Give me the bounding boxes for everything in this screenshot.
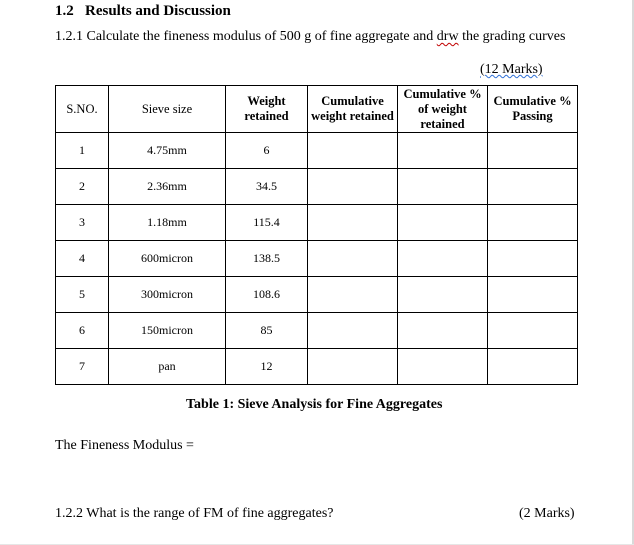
header-sno: S.NO. xyxy=(56,86,109,133)
header-cumulative-percent: Cumulative % of weight retained xyxy=(398,86,488,133)
section-heading: 1.2 Results and Discussion xyxy=(55,3,231,19)
sieve-analysis-table xyxy=(55,85,578,385)
cell-cumulative-percent[interactable] xyxy=(398,169,488,205)
cell-sieve-size: 150micron xyxy=(109,313,226,349)
question-1-text-before: 1.2.1 Calculate the fineness modulus of 500 g of fine aggregate and xyxy=(55,29,437,44)
cell-cumulative-weight[interactable] xyxy=(308,349,398,385)
cell-cumulative-percent[interactable] xyxy=(398,205,488,241)
cell-weight: 85 xyxy=(226,313,308,349)
table-row xyxy=(56,241,578,277)
question-1-misspelled-word[interactable]: drw xyxy=(436,29,459,44)
cell-cumulative-percent[interactable] xyxy=(398,349,488,385)
cell-weight: 115.4 xyxy=(226,205,308,241)
cell-cumulative-weight[interactable] xyxy=(308,133,398,169)
cell-sieve-size: 2.36mm xyxy=(109,169,226,205)
question-2-text: 1.2.2 What is the range of FM of fine aggregates? xyxy=(55,506,334,521)
cell-sno: 5 xyxy=(56,277,109,313)
question-1-marks xyxy=(480,62,543,78)
cell-weight: 6 xyxy=(226,133,308,169)
cell-cumulative-weight[interactable] xyxy=(308,241,398,277)
cell-cumulative-percent[interactable] xyxy=(398,277,488,313)
cell-cumulative-weight[interactable] xyxy=(308,277,398,313)
question-2-marks: (2 Marks) xyxy=(519,506,575,521)
table-row xyxy=(56,169,578,205)
table-caption: Table 1: Sieve Analysis for Fine Aggregates xyxy=(186,397,443,412)
cell-cumulative-weight[interactable] xyxy=(308,313,398,349)
cell-sno: 4 xyxy=(56,241,109,277)
cell-weight: 108.6 xyxy=(226,277,308,313)
cell-cumulative-passing[interactable] xyxy=(488,133,578,169)
fineness-modulus-label: The Fineness Modulus = xyxy=(55,438,194,453)
question-1-marks-label: (12 Marks) xyxy=(480,62,543,77)
cell-cumulative-weight[interactable] xyxy=(308,205,398,241)
cell-sno: 1 xyxy=(56,133,109,169)
table-row xyxy=(56,133,578,169)
cell-cumulative-passing[interactable] xyxy=(488,349,578,385)
cell-sno: 2 xyxy=(56,169,109,205)
header-weight-retained: Weight retained xyxy=(226,86,308,133)
table-row xyxy=(56,277,578,313)
table-row xyxy=(56,205,578,241)
table-row xyxy=(56,313,578,349)
cell-sieve-size: pan xyxy=(109,349,226,385)
cell-sieve-size: 4.75mm xyxy=(109,133,226,169)
header-cumulative-weight: Cumulative weight retained xyxy=(308,86,398,133)
cell-cumulative-passing[interactable] xyxy=(488,277,578,313)
cell-sieve-size: 1.18mm xyxy=(109,205,226,241)
cell-cumulative-percent[interactable] xyxy=(398,313,488,349)
question-1-text xyxy=(55,29,575,45)
cell-sieve-size: 600micron xyxy=(109,241,226,277)
cell-cumulative-passing[interactable] xyxy=(488,313,578,349)
cell-cumulative-weight[interactable] xyxy=(308,169,398,205)
table-row xyxy=(56,349,578,385)
header-sieve-size: Sieve size xyxy=(109,86,226,133)
cell-sieve-size: 300micron xyxy=(109,277,226,313)
cell-cumulative-passing[interactable] xyxy=(488,241,578,277)
table-header-row xyxy=(56,86,578,133)
cell-weight: 138.5 xyxy=(226,241,308,277)
cell-weight: 34.5 xyxy=(226,169,308,205)
question-1-text-after: the grading curves xyxy=(458,29,566,44)
header-cumulative-passing: Cumulative % Passing xyxy=(488,86,578,133)
cell-sno: 6 xyxy=(56,313,109,349)
cell-sno: 7 xyxy=(56,349,109,385)
cell-cumulative-percent[interactable] xyxy=(398,241,488,277)
cell-weight: 12 xyxy=(226,349,308,385)
cell-cumulative-passing[interactable] xyxy=(488,169,578,205)
cell-cumulative-passing[interactable] xyxy=(488,205,578,241)
cell-sno: 3 xyxy=(56,205,109,241)
cell-cumulative-percent[interactable] xyxy=(398,133,488,169)
